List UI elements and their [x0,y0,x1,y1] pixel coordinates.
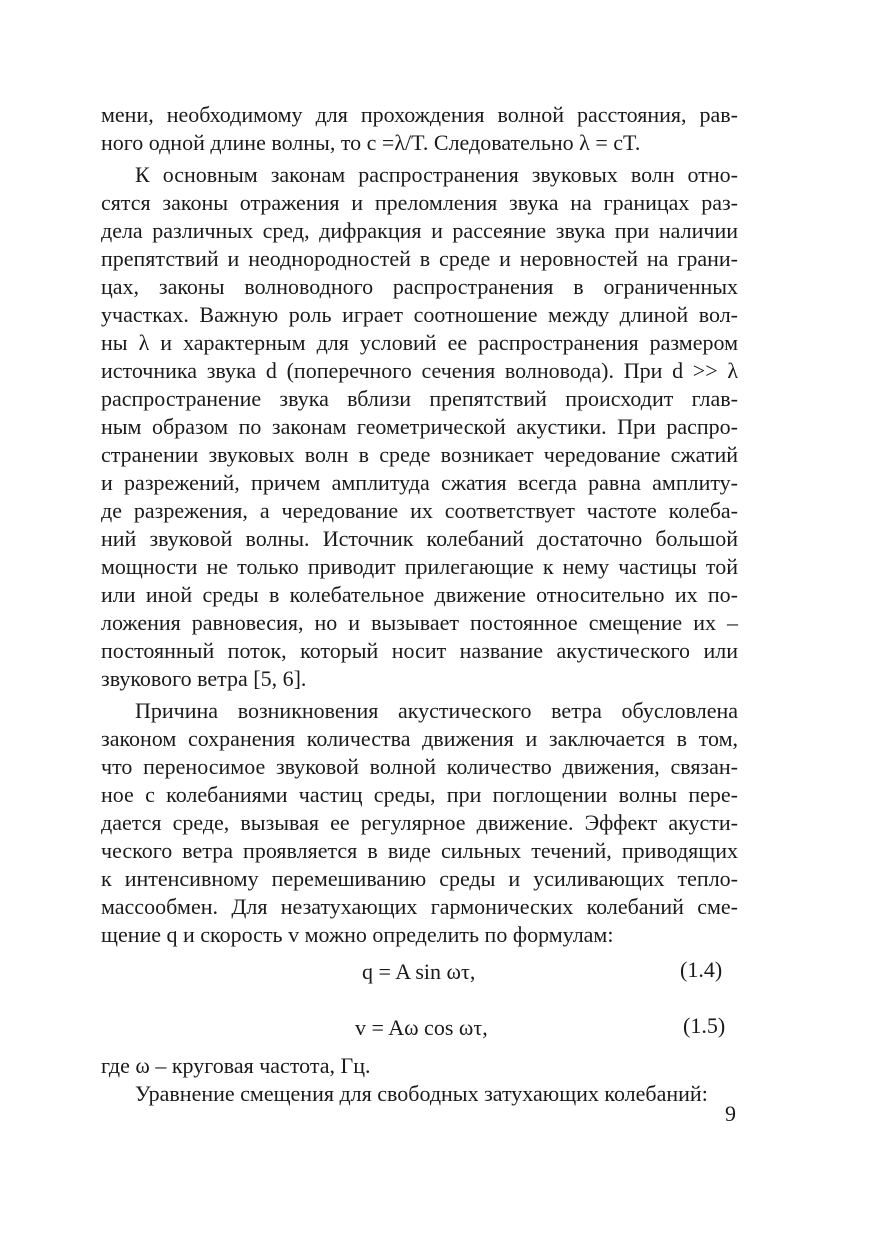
text-line: мени, необходимому для прохождения волной расстояния, рав- [101,102,738,127]
text-line: Причина возникновения акустического ветра обусловлена [135,698,738,723]
text-line: цах, законы волноводного распространения в ограниченных [101,274,738,299]
text-line: постоянный поток, который носит название акустического или [101,638,738,663]
text-line: к интенсивному перемешиванию среды и усиливающих тепло- [101,866,738,891]
text-line: ны λ и характерным для условий ее распространения размером [101,330,738,355]
text-line: и разрежений, причем амплитуда сжатия всегда равна амплиту- [101,470,738,495]
text-line: Уравнение смещения для свободных затухающих колебаний: [135,1081,708,1106]
text-line: ное с колебаниями частиц среды, при поглощении волны пере- [101,782,738,807]
text-line: участках. Важную роль играет соотношение между длиной вол- [101,302,738,327]
text-line: звукового ветра [5, 6]. [101,666,307,691]
text-line: распространение звука вблизи препятствий происходит глав- [101,386,738,411]
text-line: массообмен. Для незатухающих гармонических колебаний сме- [101,894,738,919]
text-line: что переносимое звуковой волной количество движения, связан- [101,754,738,779]
text-line: щение q и скорость v можно определить по формулам: [101,922,614,947]
equation-number: (1.5) [683,1013,726,1038]
equation-1-4: q = A sin ωτ, [362,959,476,984]
text-line: мощности не только приводит прилегающие к нему частицы той [101,554,738,579]
text-line: препятствий и неоднородностей в среде и неровностей на грани- [101,246,738,271]
text-line: где ω – круговая частота, Гц. [101,1053,371,1078]
text-line: законом сохранения количества движения и заключается в том, [101,726,738,751]
text-line: дается среде, вызывая ее регулярное движение. Эффект акусти- [101,810,738,835]
text-line: дела различных сред, дифракция и рассеяние звука при наличии [101,218,738,243]
text-line: ний звуковой волны. Источник колебаний достаточно большой [101,526,738,551]
equation-number: (1.4) [680,957,723,982]
text-line: ческого ветра проявляется в виде сильных течений, приводящих [101,838,738,863]
text-line: ложения равновесия, но и вызывает постоянное смещение их – [101,610,738,635]
text-line: ного одной длине волны, то c =λ/T. Следовательно λ = cT. [101,130,641,155]
text-line: источника звука d (поперечного сечения волновода). При d >> λ [101,358,738,383]
page-number: 9 [725,1101,736,1126]
text-line: К основным законам распространения звуковых волн отно- [135,162,738,187]
text-line: сятся законы отражения и преломления звука на границах раз- [101,190,738,215]
equation-1-5: v = Aω cos ωτ, [355,1015,488,1040]
text-line: странении звуковых волн в среде возникает чередование сжатий [101,442,738,467]
text-line: де разрежения, а чередование их соответствует частоте колеба- [101,498,738,523]
text-line: ным образом по законам геометрической акустики. При распро- [101,414,738,439]
text-line: или иной среды в колебательное движение относительно их по- [101,582,738,607]
